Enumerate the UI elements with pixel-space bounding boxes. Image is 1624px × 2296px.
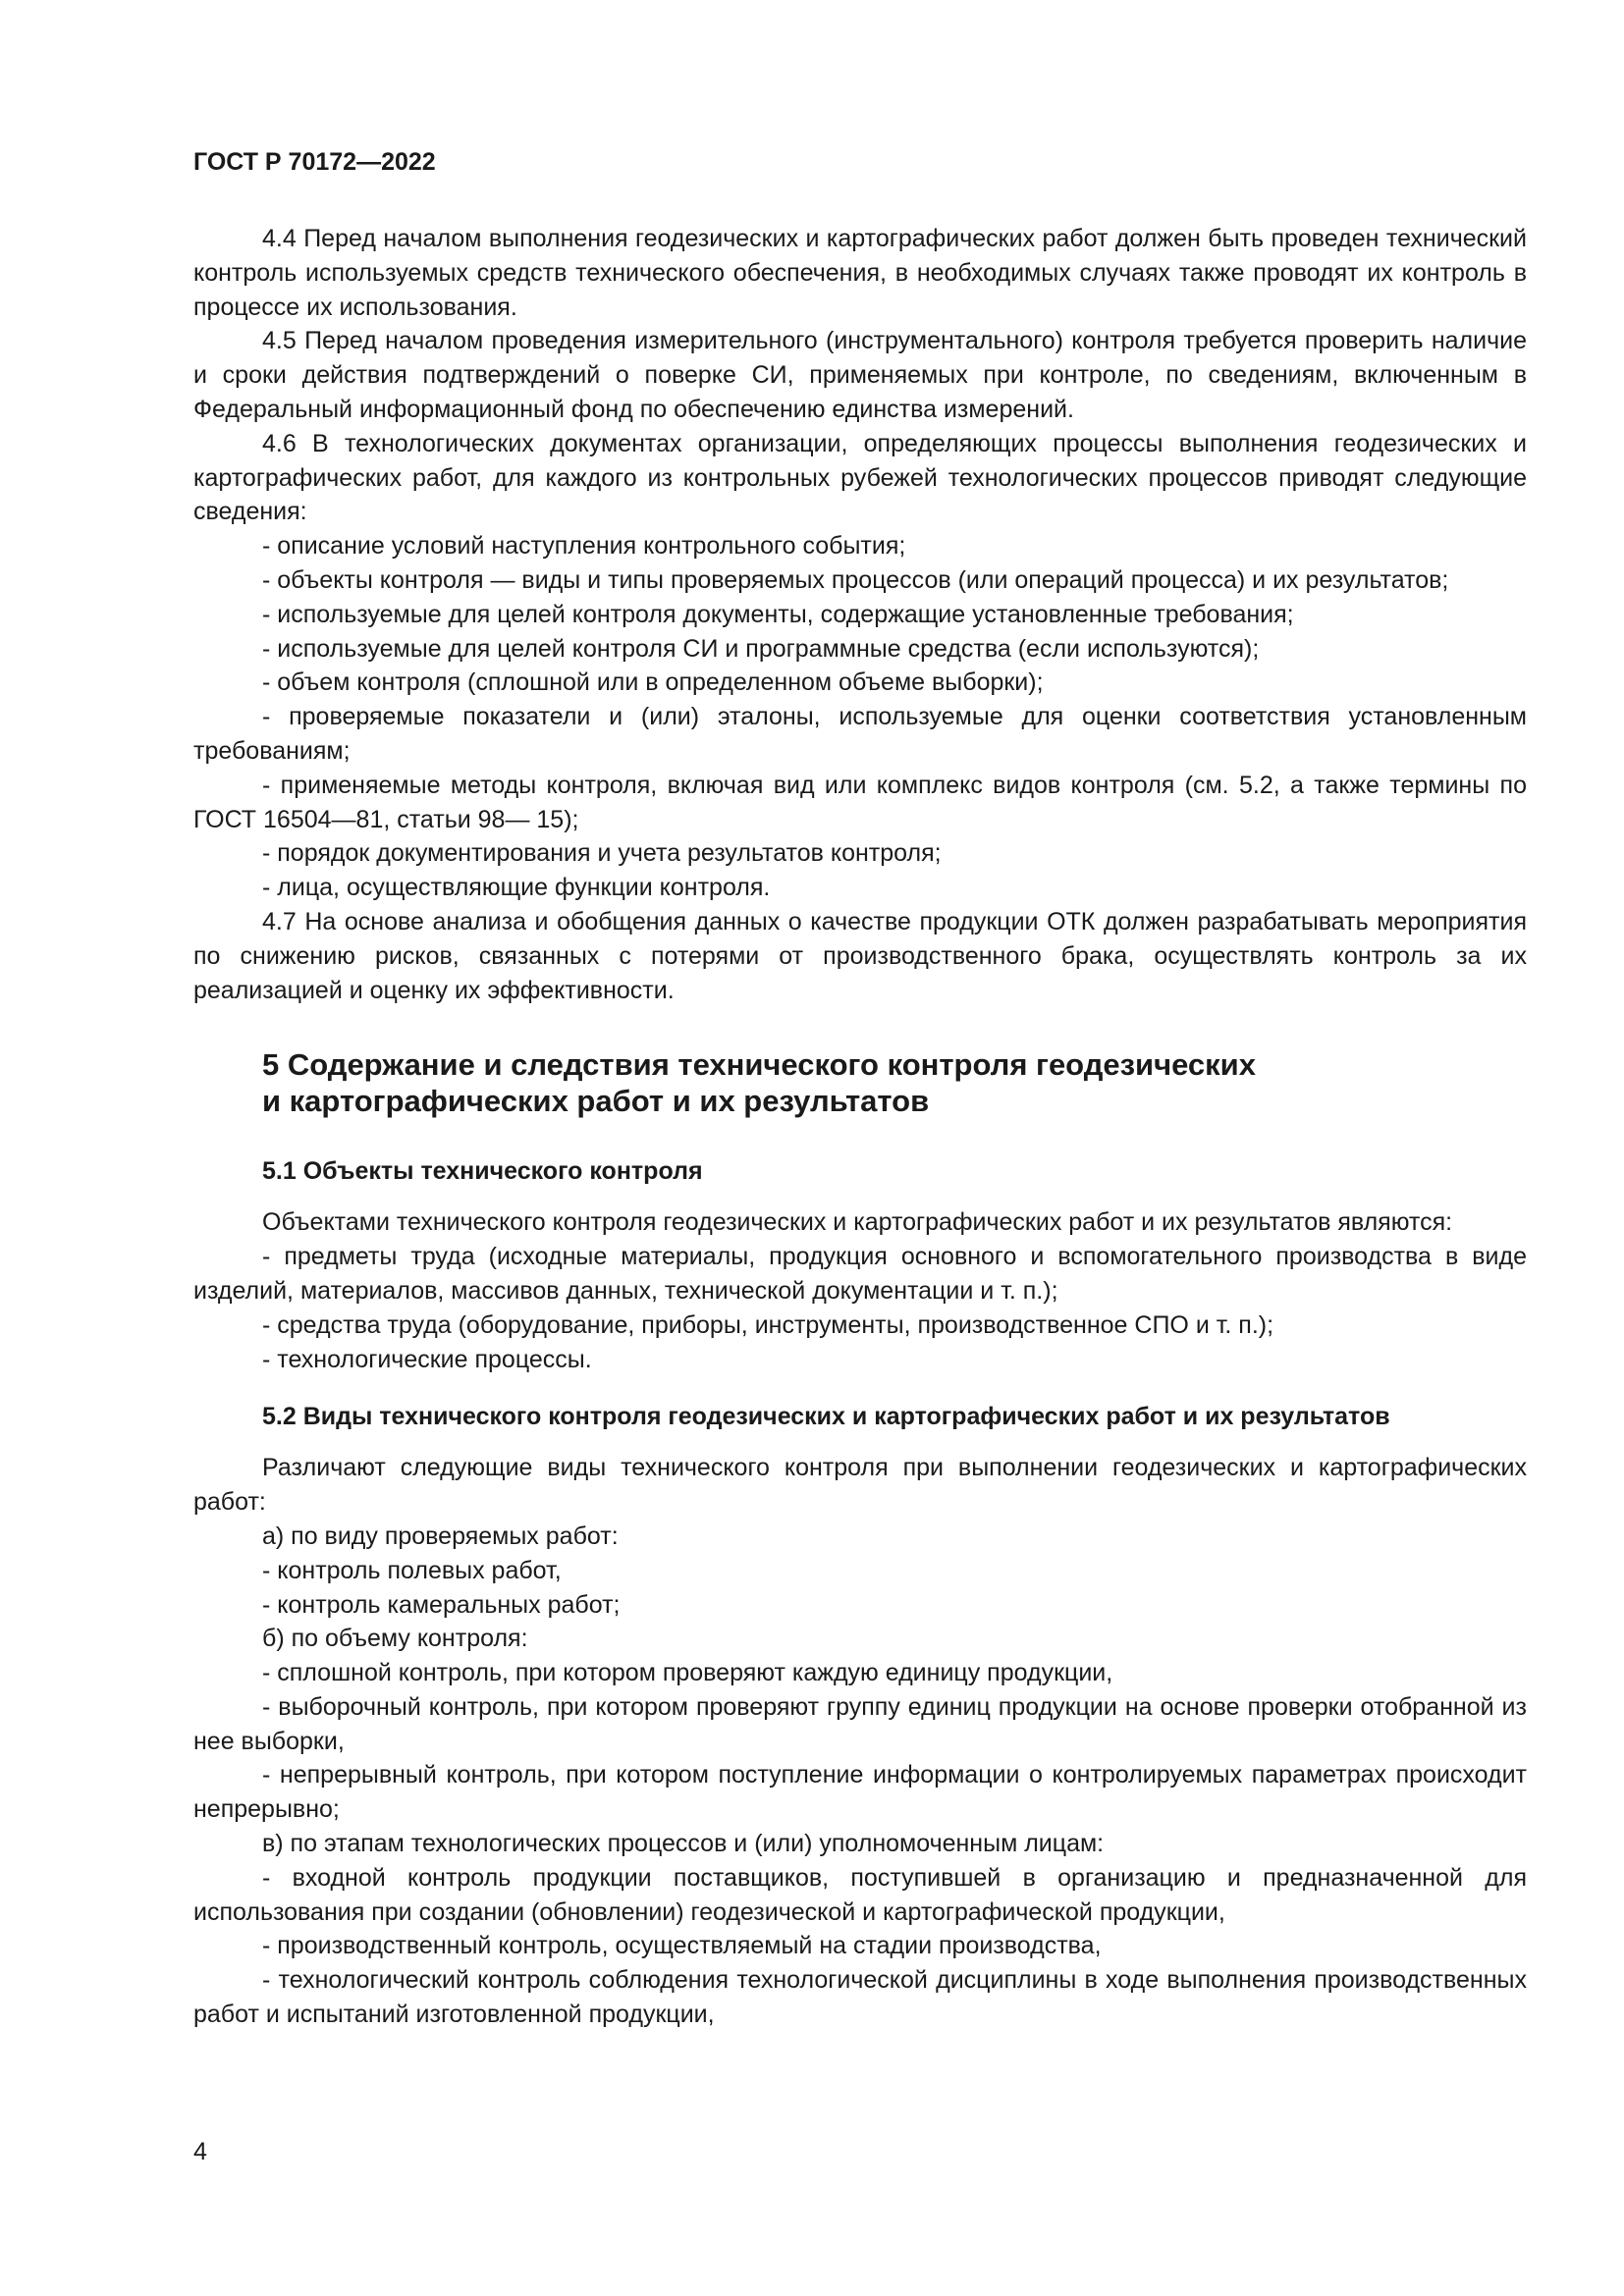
list-item-4-6: - описание условий наступления контрольного события;	[262, 532, 906, 561]
list-item-4-6: - объем контроля (сплошной или в определенном объеме выборки);	[262, 668, 1044, 697]
subsection-5-2-intro: Различают следующие виды технического контроля при выполнении геодезических и картографических работ:	[193, 1454, 1527, 1517]
list-item-4-6: - лица, осуществляющие функции контроля.	[262, 874, 771, 902]
list-item-4-6: - порядок документирования и учета результатов контроля;	[262, 839, 942, 868]
list-item-5-2: - сплошной контроль, при котором проверяют каждую единицу продукции,	[262, 1659, 1113, 1687]
list-item-4-6: - применяемые методы контроля, включая вид или комплекс видов контроля (см. 5.2, а также термины по ГОСТ 16504—81, статьи 98— 15);	[193, 771, 1527, 833]
list-item-5-2: - контроль камеральных работ;	[262, 1590, 621, 1619]
list-item-5-2: а) по виду проверяемых работ:	[262, 1522, 619, 1550]
standard-id-header: ГОСТ Р 70172—2022	[193, 148, 436, 176]
paragraph-4-5: 4.5 Перед началом проведения измерительного (инструментального) контроля требуется проверить наличие и сроки действия подтверждений о поверке СИ, применяемых при контроле, по сведениям, включенным в Федеральный информационный фонд по обеспечению единства измерений.	[193, 327, 1527, 423]
list-item-5-2: в) по этапам технологических процессов и (или) уполномоченным лицам:	[262, 1830, 1105, 1858]
list-item-5-1: - средства труда (оборудование, приборы, инструменты, производственное СПО и т. п.);	[262, 1310, 1274, 1339]
list-item-5-1: - технологические процессы.	[262, 1345, 592, 1373]
list-item-4-6: - объекты контроля — виды и типы проверяемых процессов (или операций процесса) и их результатов;	[262, 565, 1449, 594]
list-item-4-6: - проверяемые показатели и (или) эталоны, используемые для оценки соответствия установленным требованиям;	[193, 703, 1527, 765]
section-5-title-line2: и картографических работ и их результатов	[262, 1084, 930, 1119]
list-item-4-6: - используемые для целей контроля СИ и программные средства (если используются);	[262, 634, 1260, 663]
list-item-5-2: - входной контроль продукции поставщиков, поступившей в организацию и предназначенной для использования при создании (обновлении) геодезической и картографической продукции,	[193, 1863, 1527, 1926]
section-5-title-line1: 5 Содержание и следствия технического контроля геодезических	[262, 1047, 1256, 1083]
list-item-5-2: - непрерывный контроль, при котором поступление информации о контролируемых параметрах происходит непрерывно;	[193, 1761, 1527, 1824]
page-number: 4	[193, 2138, 207, 2165]
list-item-5-2: - технологический контроль соблюдения технологической дисциплины в ходе выполнения производственных работ и испытаний изготовленной продукции,	[193, 1966, 1527, 2029]
document-page	[193, 147, 1527, 2032]
list-item-5-1: - предметы труда (исходные материалы, продукция основного и вспомогательного производства в виде изделий, материалов, массивов данных, технической документации и т. п.);	[193, 1243, 1527, 1305]
list-item-4-6: - используемые для целей контроля документы, содержащие установленные требования;	[262, 600, 1294, 628]
paragraph-4-6: 4.6 В технологических документах организации, определяющих процессы выполнения геодезических и картографических работ, для каждого из контрольных рубежей технологических процессов приводят следующие сведения:	[193, 429, 1527, 526]
subsection-5-1-heading: 5.1 Объекты технического контроля	[262, 1157, 703, 1186]
subsection-5-1-intro: Объектами технического контроля геодезических и картографических работ и их результатов являются:	[262, 1208, 1453, 1237]
list-item-5-2: - производственный контроль, осуществляемый на стадии производства,	[262, 1932, 1102, 1960]
list-item-5-2: - контроль полевых работ,	[262, 1556, 562, 1584]
paragraph-4-4: 4.4 Перед началом выполнения геодезических и картографических работ должен быть проведен технический контроль используемых средств технического обеспечения, в необходимых случаях также проводят их контроль в процессе их использования.	[193, 225, 1527, 321]
section-5-title	[193, 1046, 1527, 1119]
paragraph-4-7: 4.7 На основе анализа и обобщения данных о качестве продукции ОТК должен разрабатывать мероприятия по снижению рисков, связанных с потерями от производственного брака, осуществлять контроль за их реализацией и оценку их эффективности.	[193, 907, 1527, 1004]
list-item-5-2: - выборочный контроль, при котором проверяют группу единиц продукции на основе проверки отобранной из нее выборки,	[193, 1692, 1527, 1755]
subsection-5-2-heading: 5.2 Виды технического контроля геодезических и картографических работ и их результатов	[262, 1403, 1390, 1431]
list-item-5-2: б) по объему контроля:	[262, 1625, 528, 1653]
